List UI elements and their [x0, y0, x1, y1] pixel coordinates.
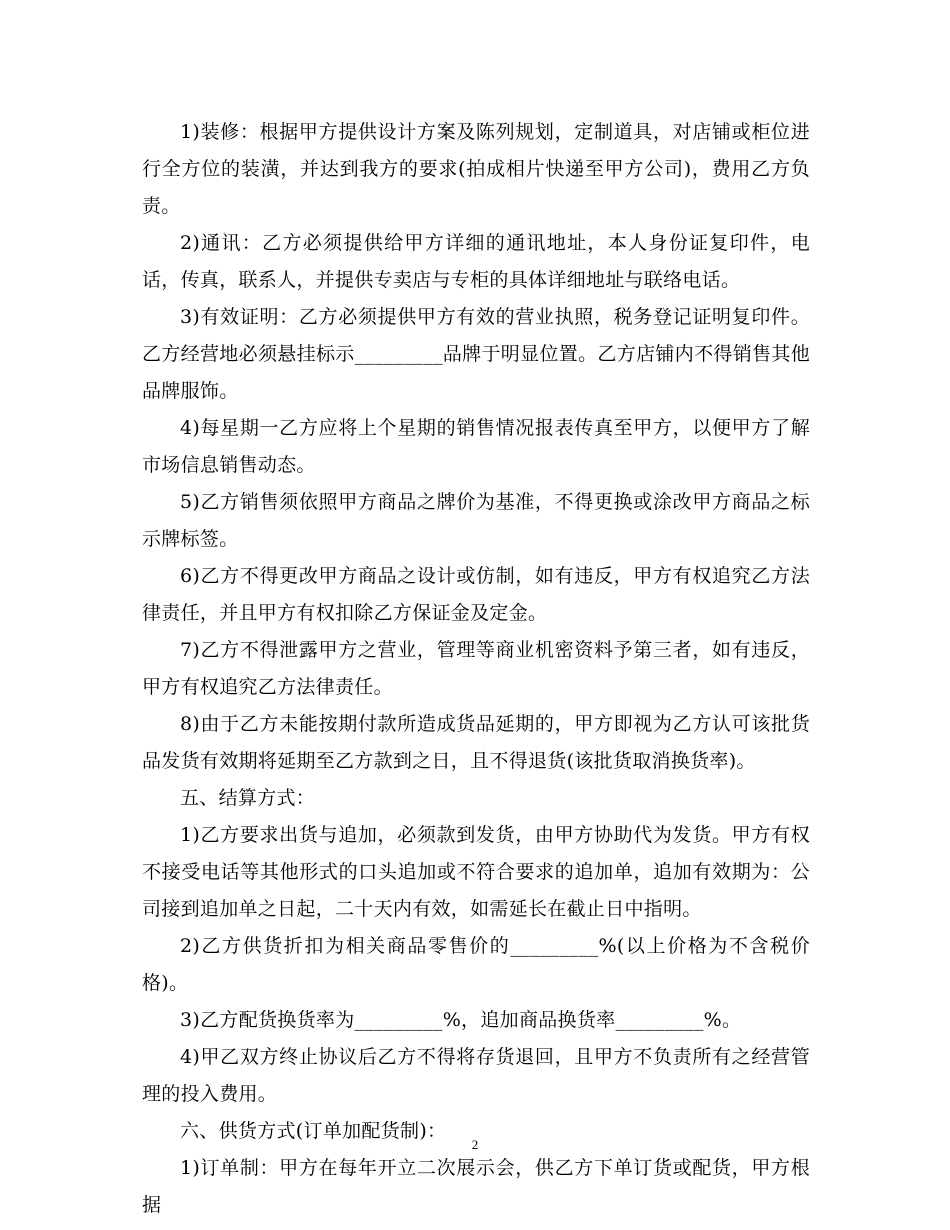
section-heading-settlement: 五、结算方式：: [180, 787, 316, 809]
page-number: 2: [471, 1137, 479, 1152]
document-body: [142, 114, 810, 1224]
paragraph-no-imitation: 6)乙方不得更改甲方商品之设计或仿制，如有违反，甲方有权追究乙方法律责任，并且甲方有权扣除乙方保证金及定金。: [142, 565, 810, 624]
paragraph-supply-discount: 2)乙方供货折扣为相关商品零售价的_________%(以上价格为不含税价格)。: [142, 935, 810, 994]
paragraph-renovation: 1)装修：根据甲方提供设计方案及陈列规划，定制道具，对店铺或柜位进行全方位的装潢，并达到我方的要求(拍成相片快递至甲方公司)，费用乙方负责。: [142, 121, 810, 217]
paragraph-late-payment: 8)由于乙方未能按期付款所造成货品延期的，甲方即视为乙方认可该批货品发货有效期将延期至乙方款到之日，且不得退货(该批货取消换货率)。: [142, 713, 810, 772]
paragraph-valid-certificate: 3)有效证明：乙方必须提供甲方有效的营业执照，税务登记证明复印件。乙方经营地必须悬挂标示_________品牌于明显位置。乙方店铺内不得销售其他品牌服饰。: [142, 306, 810, 402]
paragraph-price-standard: 5)乙方销售须依照甲方商品之牌价为基准，不得更换或涂改甲方商品之标示牌标签。: [142, 491, 810, 550]
paragraph-termination: 4)甲乙双方终止协议后乙方不得将存货退回，且甲方不负责所有之经营管理的投入费用。: [142, 1046, 810, 1105]
paragraph-exchange-rate: 3)乙方配货换货率为_________%，追加商品换货率_________%。: [180, 1009, 742, 1031]
paragraph-communication: 2)通讯：乙方必须提供给甲方详细的通讯地址，本人身份证复印件，电话，传真，联系人，并提供专卖店与专柜的具体详细地址与联络电话。: [142, 232, 810, 291]
paragraph-shipment-request: 1)乙方要求出货与追加，必须款到发货，由甲方协助代为发货。甲方有权不接受电话等其他形式的口头追加或不符合要求的追加单，追加有效期为：公司接到追加单之日起，二十天内有效，如需延长在截止日中指明。: [142, 824, 810, 920]
section-heading-supply-method: 六、供货方式(订单加配货制)：: [180, 1120, 447, 1142]
paragraph-weekly-report: 4)每星期一乙方应将上个星期的销售情况报表传真至甲方，以便甲方了解市场信息销售动态。: [142, 417, 810, 476]
paragraph-confidentiality: 7)乙方不得泄露甲方之营业，管理等商业机密资料予第三者，如有违反，甲方有权追究乙方法律责任。: [142, 639, 810, 698]
paragraph-order-system: 1)订单制：甲方在每年开立二次展示会，供乙方下单订货或配货，甲方根据: [142, 1157, 810, 1216]
